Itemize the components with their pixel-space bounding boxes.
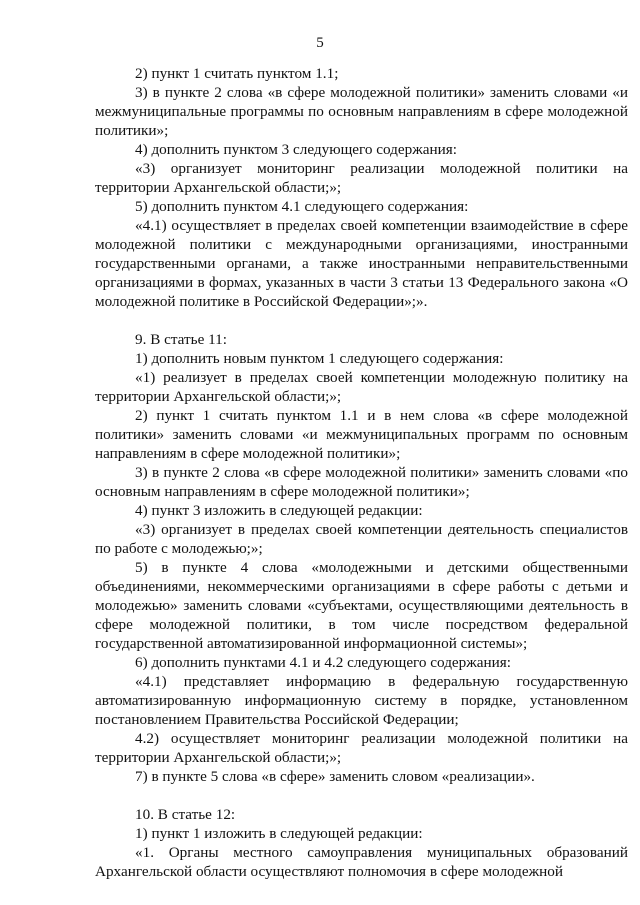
paragraph-gap — [95, 786, 628, 805]
paragraph: 2) пункт 1 считать пунктом 1.1 и в нем слова «в сфере молодежной политики» заменить словами «и межмуниципальных программ по основным направлениям в сфере молодежной политики»; — [95, 407, 628, 462]
document-body — [95, 64, 628, 881]
paragraph: 5) дополнить пунктом 4.1 следующего содержания: — [135, 198, 469, 215]
paragraph: 1) дополнить новым пунктом 1 следующего содержания: — [135, 350, 504, 367]
paragraph: 6) дополнить пунктами 4.1 и 4.2 следующего содержания: — [135, 654, 511, 671]
section-heading: 10. В статье 12: — [135, 806, 236, 823]
paragraph: «4.1) осуществляет в пределах своей компетенции взаимодействие в сфере молодежной политики с международными организациями, иностранными государственными органами, а также иностранными неправительственными организациями в формах, указанных в части 3 статьи 13 Федерального закона «О молодежной политике в Российской Федерации»;». — [95, 217, 628, 310]
page-number: 5 — [316, 35, 324, 51]
paragraph: 2) пункт 1 считать пунктом 1.1; — [135, 65, 339, 82]
paragraph: «1. Органы местного самоуправления муниципальных образований Архангельской области осуществляют полномочия в сфере молодежной — [95, 844, 628, 880]
paragraph: 3) в пункте 2 слова «в сфере молодежной политики» заменить словами «и межмуниципальные программы по основным направлениям в сфере молодежной политики»; — [95, 84, 628, 139]
paragraph: 5) в пункте 4 слова «молодежными и детскими общественными объединениями, некоммерческими организациями в сфере работы с детьми и молодежью» заменить словами «субъектами, осуществляющими деятельность в сфере молодежной политики, в том числе посредством федеральной государственной автоматизированной информационной системы»; — [95, 559, 628, 652]
paragraph: 3) в пункте 2 слова «в сфере молодежной политики» заменить словами «по основным направлениям в сфере молодежной политики»; — [95, 464, 628, 500]
paragraph-gap — [95, 311, 628, 330]
paragraph: «4.1) представляет информацию в федеральную государственную автоматизированную информационную систему в порядке, установленном постановлением Правительства Российской Федерации; — [95, 673, 628, 728]
paragraph: 4.2) осуществляет мониторинг реализации молодежной политики на территории Архангельской области;»; — [95, 730, 628, 766]
paragraph: 4) пункт 3 изложить в следующей редакции: — [135, 502, 423, 519]
section-heading: 9. В статье 11: — [135, 331, 227, 348]
paragraph: «3) организует мониторинг реализации молодежной политики на территории Архангельской области;»; — [95, 160, 628, 196]
paragraph: 7) в пункте 5 слова «в сфере» заменить словом «реализации». — [135, 768, 535, 785]
paragraph: «1) реализует в пределах своей компетенции молодежную политику на территории Архангельской области;»; — [95, 369, 628, 405]
paragraph: 4) дополнить пунктом 3 следующего содержания: — [135, 141, 457, 158]
paragraph: 1) пункт 1 изложить в следующей редакции: — [135, 825, 423, 842]
paragraph: «3) организует в пределах своей компетенции деятельность специалистов по работе с молодежью;»; — [95, 521, 628, 557]
